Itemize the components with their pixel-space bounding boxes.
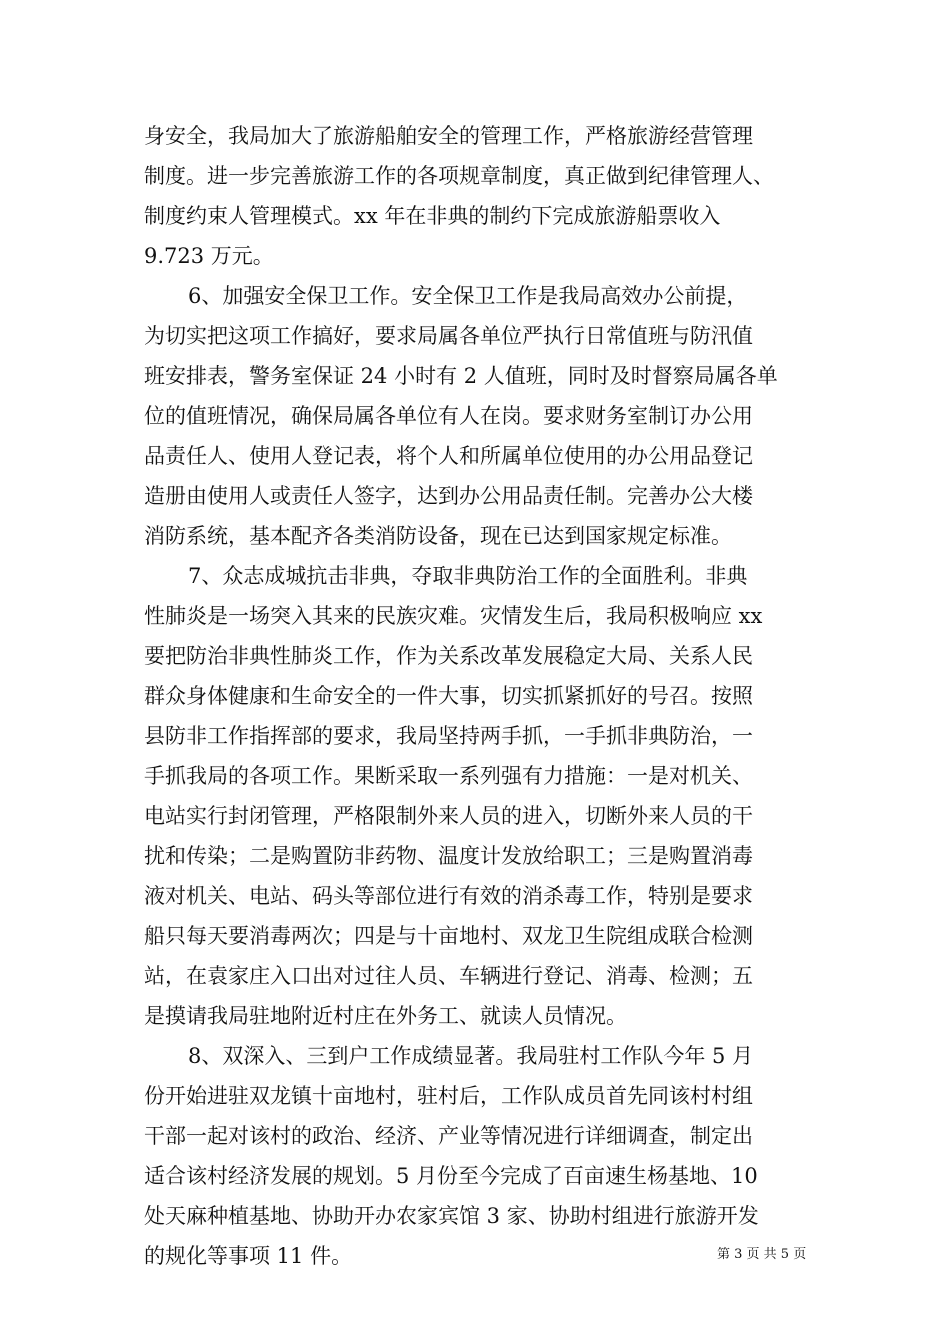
text-line: 制度。进一步完善旅游工作的各项规章制度，真正做到纪律管理人、 bbox=[144, 164, 774, 188]
text-line: 的规化等事项 11 件。 bbox=[144, 1244, 353, 1268]
text-line: 份开始进驻双龙镇十亩地村，驻村后，工作队成员首先同该村村组 bbox=[144, 1084, 753, 1108]
text-line: 手抓我局的各项工作。果断采取一系列强有力措施：一是对机关、 bbox=[144, 764, 753, 788]
text-line: 干部一起对该村的政治、经济、产业等情况进行详细调查，制定出 bbox=[144, 1124, 753, 1148]
page-number: 第 3 页 共 5 页 bbox=[717, 1247, 807, 1262]
text-line: 液对机关、电站、码头等部位进行有效的消杀毒工作，特别是要求 bbox=[144, 884, 753, 908]
text-line: 为切实把这项工作搞好，要求局属各单位严执行日常值班与防汛值 bbox=[144, 324, 753, 348]
text-line: 9.723 万元。 bbox=[144, 244, 274, 268]
text-line: 船只每天要消毒两次；四是与十亩地村、双龙卫生院组成联合检测 bbox=[144, 924, 753, 948]
paragraph-8-start: 8、双深入、三到户工作成绩显著。我局驻村工作队今年 5 月 bbox=[188, 1044, 754, 1068]
text-line: 制度约束人管理模式。xx 年在非典的制约下完成旅游船票收入 bbox=[144, 204, 721, 228]
text-line: 站，在袁家庄入口出对过往人员、车辆进行登记、消毒、检测；五 bbox=[144, 964, 753, 988]
text-line: 造册由使用人或责任人签字，达到办公用品责任制。完善办公大楼 bbox=[144, 484, 753, 508]
text-line: 适合该村经济发展的规划。5 月份至今完成了百亩速生杨基地、10 bbox=[144, 1164, 758, 1188]
text-line: 品责任人、使用人登记表，将个人和所属单位使用的办公用品登记 bbox=[144, 444, 753, 468]
paragraph-6-start: 6、加强安全保卫工作。安全保卫工作是我局高效办公前提， bbox=[188, 284, 748, 308]
text-line: 群众身体健康和生命安全的一件大事，切实抓紧抓好的号召。按照 bbox=[144, 684, 753, 708]
text-line: 处天麻种植基地、协助开办农家宾馆 3 家、协助村组进行旅游开发 bbox=[144, 1204, 759, 1228]
text-line: 班安排表，警务室保证 24 小时有 2 人值班，同时及时督察局属各单 bbox=[144, 364, 778, 388]
text-line: 消防系统，基本配齐各类消防设备，现在已达到国家规定标准。 bbox=[144, 524, 732, 548]
text-line: 电站实行封闭管理，严格限制外来人员的进入，切断外来人员的干 bbox=[144, 804, 753, 828]
paragraph-7-start: 7、众志成城抗击非典，夺取非典防治工作的全面胜利。非典 bbox=[188, 564, 748, 588]
text-line: 位的值班情况，确保局属各单位有人在岗。要求财务室制订办公用 bbox=[144, 404, 753, 428]
text-line: 县防非工作指挥部的要求，我局坚持两手抓，一手抓非典防治，一 bbox=[144, 724, 753, 748]
text-line: 扰和传染；二是购置防非药物、温度计发放给职工；三是购置消毒 bbox=[144, 844, 753, 868]
text-line: 是摸请我局驻地附近村庄在外务工、就读人员情况。 bbox=[144, 1004, 627, 1028]
text-line: 性肺炎是一场突入其来的民族灾难。灾情发生后，我局积极响应 xx bbox=[144, 604, 763, 628]
body-text bbox=[144, 116, 808, 1276]
text-line: 身安全，我局加大了旅游船舶安全的管理工作，严格旅游经营管理 bbox=[144, 124, 753, 148]
text-line: 要把防治非典性肺炎工作，作为关系改革发展稳定大局、关系人民 bbox=[144, 644, 753, 668]
